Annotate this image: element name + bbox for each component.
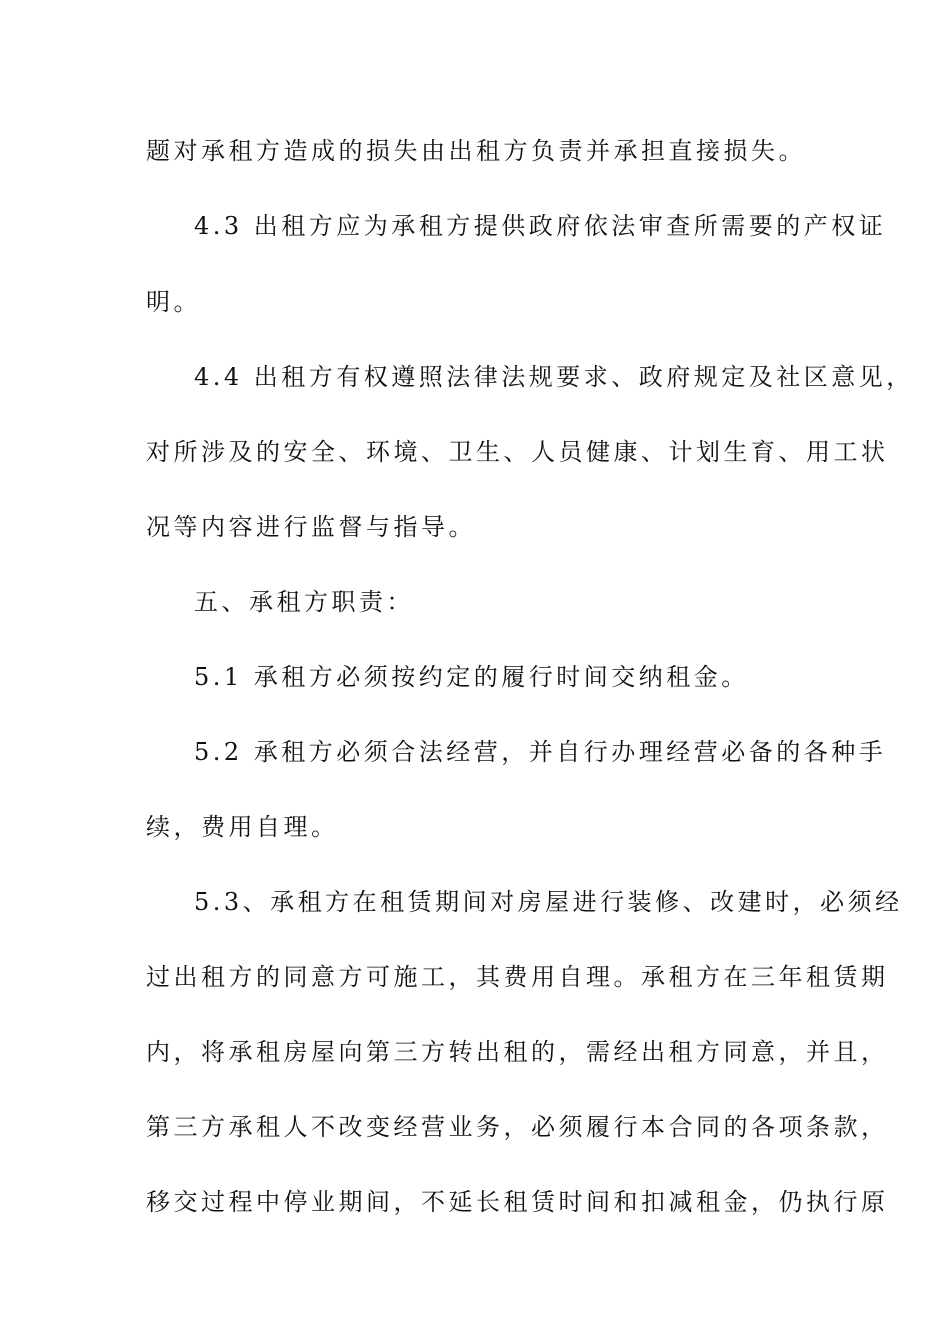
section-5-heading: 五、承租方职责：	[194, 588, 414, 616]
clause-4-4-line-3: 况等内容进行监督与指导。	[146, 513, 476, 541]
clause-4-4-line-1: 4.4 出租方有权遵照法律法规要求、政府规定及社区意见，	[194, 363, 914, 391]
clause-5-3-line-1: 5.3、承租方在租赁期间对房屋进行装修、改建时，必须经	[194, 888, 903, 916]
clause-4-3-line-1: 4.3 出租方应为承租方提供政府依法审查所需要的产权证	[194, 212, 887, 240]
clause-5-3-line-2: 过出租方的同意方可施工，其费用自理。承租方在三年租赁期	[146, 963, 889, 991]
clause-5-3-line-5: 移交过程中停业期间，不延长租赁时间和扣减租金，仍执行原	[146, 1188, 889, 1216]
clause-5-1-line-1: 5.1 承租方必须按约定的履行时间交纳租金。	[194, 663, 749, 691]
text-line-continuation-4-2: 题对承租方造成的损失由出租方负责并承担直接损失。	[146, 137, 806, 165]
clause-5-3-line-4: 第三方承租人不改变经营业务，必须履行本合同的各项条款，	[146, 1113, 889, 1141]
clause-5-3-line-3: 内，将承租房屋向第三方转出租的，需经出租方同意，并且，	[146, 1038, 889, 1066]
clause-4-4-line-2: 对所涉及的安全、环境、卫生、人员健康、计划生育、用工状	[146, 438, 889, 466]
clause-4-3-line-2: 明。	[146, 288, 201, 316]
clause-5-2-line-2: 续，费用自理。	[146, 813, 339, 841]
clause-5-2-line-1: 5.2 承租方必须合法经营，并自行办理经营必备的各种手	[194, 738, 887, 766]
